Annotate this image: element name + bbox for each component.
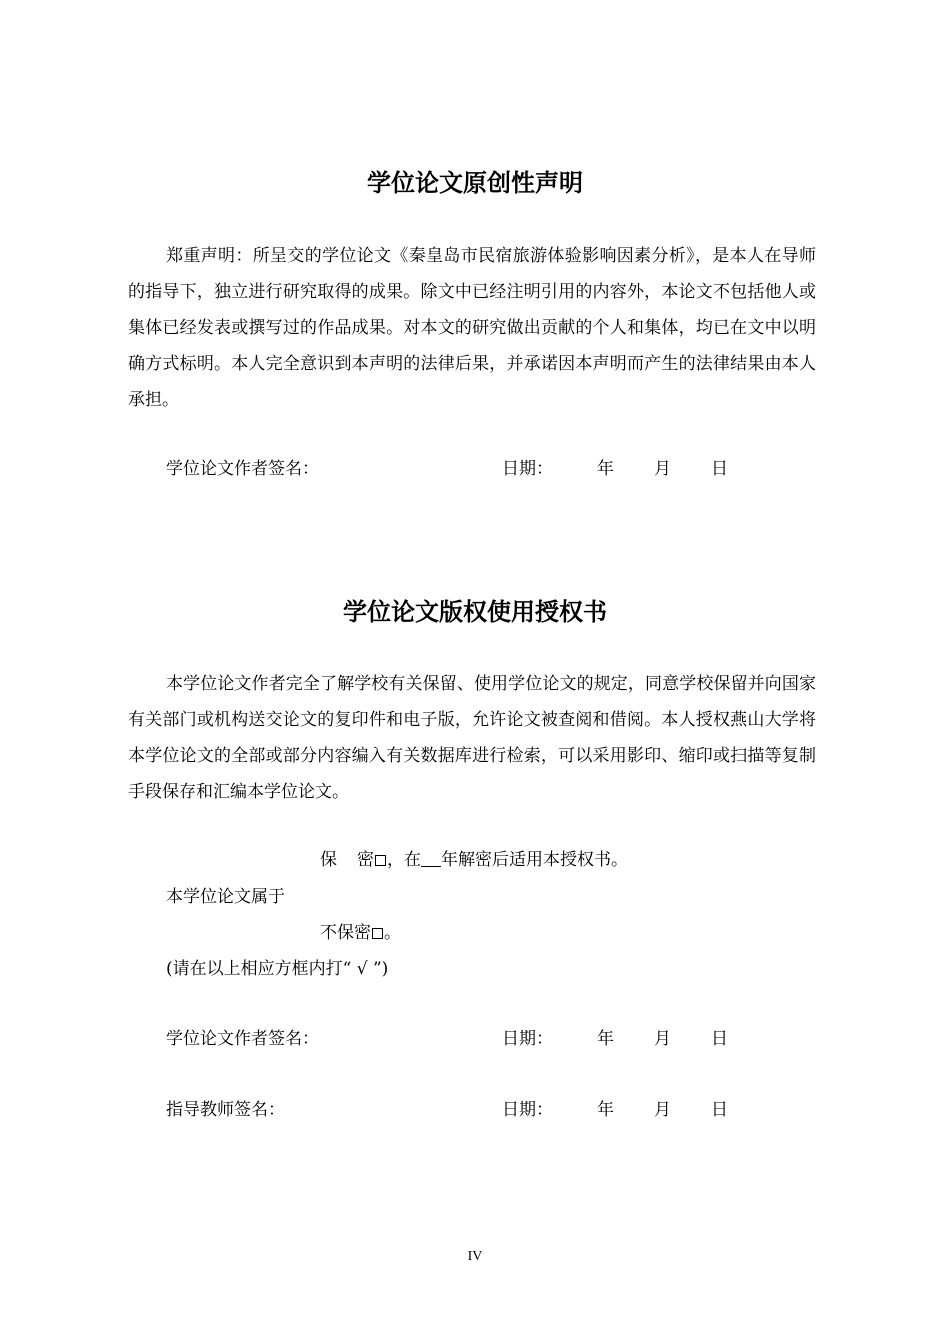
- day-label: 日: [711, 459, 728, 479]
- month-label: 月: [654, 1029, 671, 1049]
- secret-suffix-text: 年解密后适用本授权书。: [441, 850, 628, 870]
- checkbox-instruction: (请在以上相应方框内打“ √ ”): [166, 959, 389, 979]
- advisor-signature-row: [0, 1098, 950, 1122]
- year-label: 年: [597, 1029, 614, 1049]
- month-label: 月: [654, 1100, 671, 1120]
- date-label: 日期：: [502, 459, 553, 479]
- secret-option-row: [320, 848, 628, 872]
- authorization-statement: 本学位论文作者完全了解学校有关保留、使用学位论文的规定，同意学校保留并向国家有关部门或机构送交论文的复印件和电子版，允许论文被查阅和借阅。本人授权燕山大学将本学位论文的全部或部分内容编入有关数据库进行检索，可以采用影印、缩印或扫描等复制手段保存和汇编本学位论文。: [128, 674, 816, 802]
- author-signature-label: 学位论文作者签名：: [166, 1029, 319, 1049]
- day-label: 日: [711, 1029, 728, 1049]
- year-label: 年: [597, 459, 614, 479]
- belongs-label: 本学位论文属于: [166, 887, 285, 907]
- year-label: 年: [597, 1100, 614, 1120]
- page-number: IV: [467, 1249, 483, 1264]
- not-secret-checkbox[interactable]: [372, 928, 383, 939]
- author-signature-label: 学位论文作者签名：: [166, 459, 319, 479]
- date-label: 日期：: [502, 1029, 553, 1049]
- advisor-signature-label: 指导教师签名：: [166, 1100, 285, 1120]
- originality-title: 学位论文原创性声明: [367, 169, 583, 197]
- authorization-title: 学位论文版权使用授权书: [343, 598, 607, 626]
- not-secret-option-row: [320, 921, 401, 945]
- secret-label-part2: 密: [357, 850, 374, 870]
- secret-checkbox[interactable]: [375, 855, 386, 866]
- authorization-author-signature-row: [0, 1027, 950, 1051]
- originality-statement: 郑重声明：所呈交的学位论文《秦皇岛市民宿旅游体验影响因素分析》，是本人在导师的指导下，独立进行研究取得的成果。除文中已经注明引用的内容外，本论文不包括他人或集体已经发表或撰写过的作品成果。对本文的研究做出贡献的个人和集体，均已在文中以明确方式标明。本人完全意识到本声明的法律后果，并承诺因本声明而产生的法律结果由本人承担。: [128, 246, 816, 410]
- date-label: 日期：: [502, 1100, 553, 1120]
- not-secret-label: 不保密: [320, 923, 371, 943]
- day-label: 日: [711, 1100, 728, 1120]
- secret-label-part1: 保: [320, 850, 337, 870]
- originality-signature-row: [0, 457, 950, 481]
- month-label: 月: [654, 459, 671, 479]
- declassify-years-blank[interactable]: [421, 849, 441, 867]
- not-secret-suffix: 。: [384, 923, 401, 943]
- secret-middle-text: ，在: [387, 850, 421, 870]
